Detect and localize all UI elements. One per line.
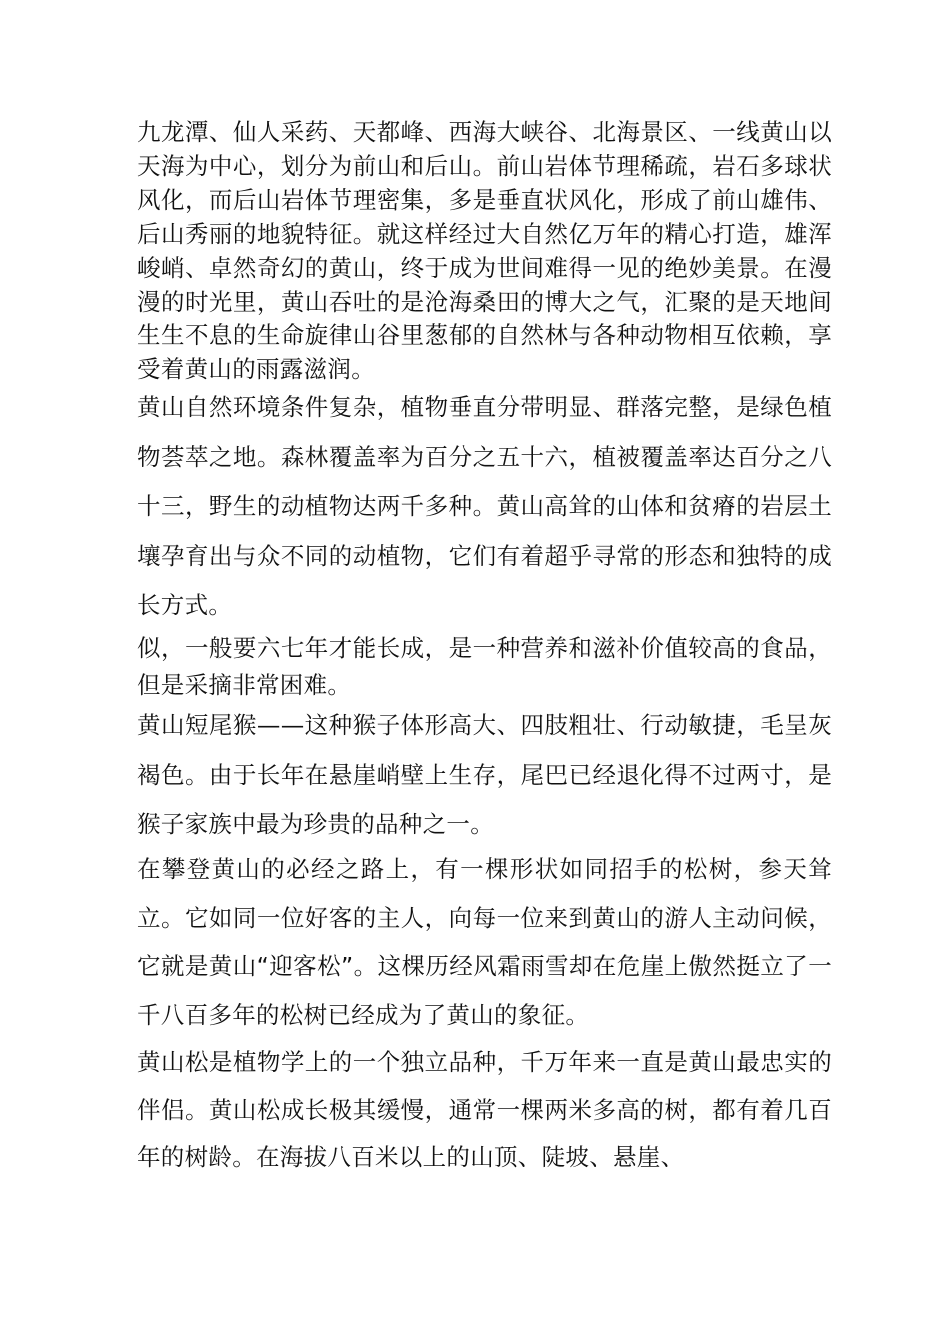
paragraph-mountain-landscape: 九龙潭、仙人采药、天都峰、西海大峡谷、北海景区、一线黄山以天海为中心，划分为前山和后山。前山岩体节理稀疏，岩石多球状风化，而后山岩体节理密集，多是垂直状风化，形成了前山雄伟、后山秀丽的地貌特征。就这样经过大自然亿万年的精心打造，雄浑峻峭、卓然奇幻的黄山，终于成为世间难得一见的绝妙美景。在漫漫的时光里，黄山吞吐的是沧海桑田的博大之气，汇聚的是天地间生生不息的生命旋律山谷里葱郁的自然林与各种动物相互依赖，享受着黄山的雨露滋润。 [137, 118, 832, 384]
paragraph-flora-fauna: 黄山自然环境条件复杂，植物垂直分带明显、群落完整，是绿色植物荟萃之地。森林覆盖率为百分之五十六，植被覆盖率达百分之八十三，野生的动植物达两千多种。黄山高耸的山体和贫瘠的岩层土壤孕育出与众不同的动植物，它们有着超乎寻常的形态和独特的成长方式。 [137, 393, 832, 619]
paragraph-short-tailed-monkey: 黄山短尾猴——这种猴子体形高大、四肢粗壮、行动敏捷，毛呈灰褐色。由于长年在悬崖峭壁上生存，尾巴已经退化得不过两寸，是猴子家族中最为珍贵的品种之一。 [137, 711, 832, 838]
paragraph-huangshan-pine: 黄山松是植物学上的一个独立品种，千万年来一直是黄山最忠实的伴侣。黄山松成长极其缓慢，通常一棵两米多高的树，都有着几百年的树龄。在海拔八百米以上的山顶、陡坡、悬崖、 [137, 1048, 832, 1172]
paragraph-stone-ear-fragment: 似，一般要六七年才能长成，是一种营养和滋补价值较高的食品，但是采摘非常困难。 [137, 634, 832, 699]
paragraph-welcoming-pine: 在攀登黄山的必经之路上，有一棵形状如同招手的松树，参天耸立。它如同一位好客的主人，向每一位来到黄山的游人主动问候，它就是黄山“迎客松”。这棵历经风霜雨雪却在危崖上傲然挺立了一千八百多年的松树已经成为了黄山的象征。 [137, 855, 832, 1029]
